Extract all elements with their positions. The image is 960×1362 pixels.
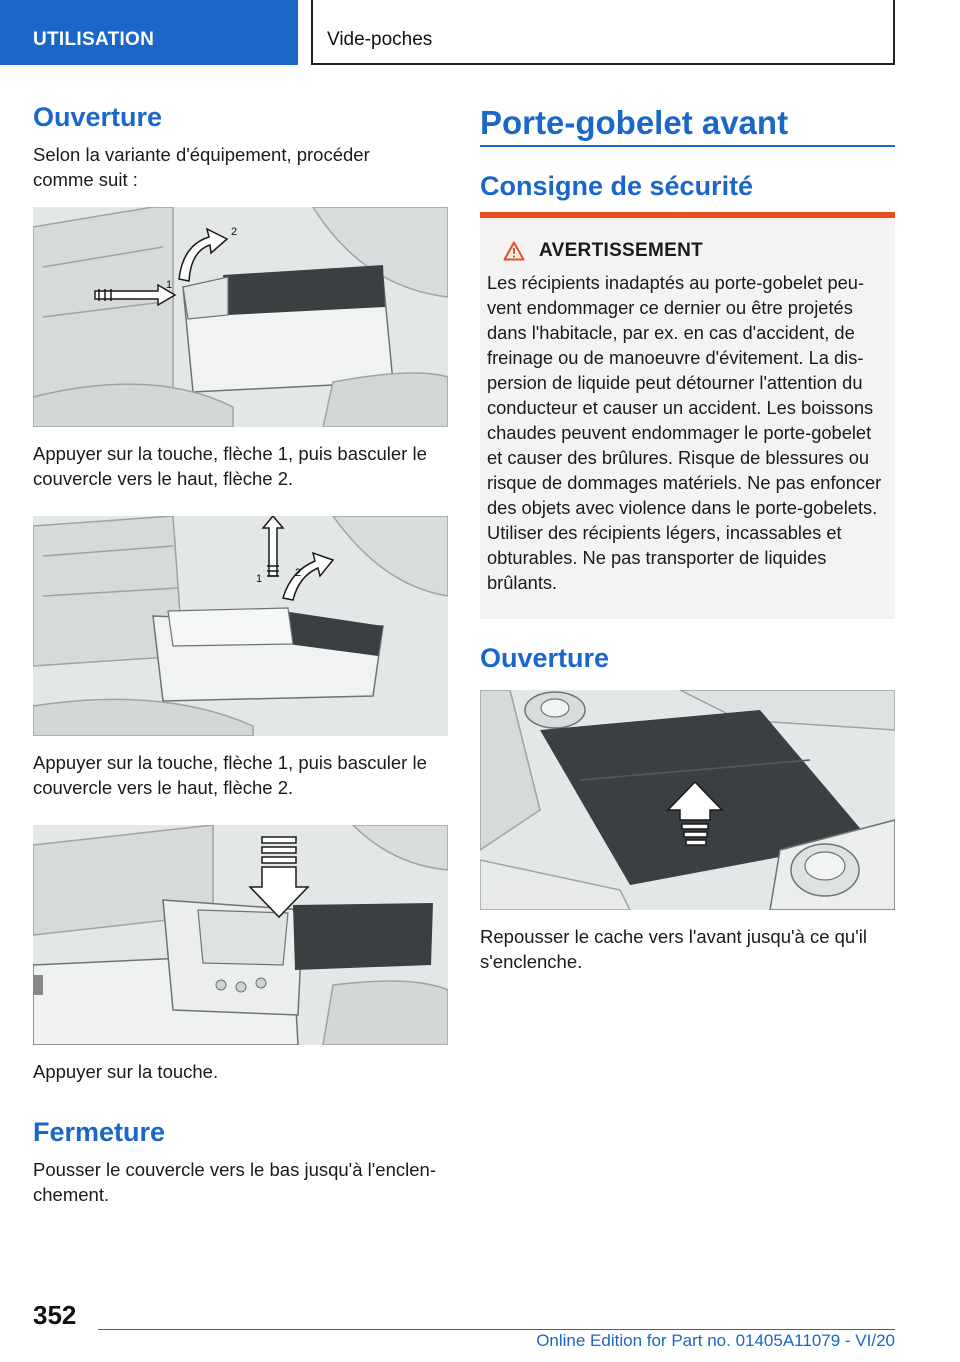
warning-header (503, 240, 888, 262)
section-tab (0, 0, 298, 65)
figure-armrest-open-1 (33, 207, 448, 427)
caption-3: Appuyer sur la touche. (33, 1061, 219, 1082)
heading-fermeture: Fermeture (33, 1117, 166, 1147)
figure-cupholder (480, 690, 895, 910)
caption-2: Appuyer sur la touche, flèche 1, puis basculer le couvercle vers le haut, flèche 2. (33, 752, 427, 798)
page-number: 352 (33, 1300, 77, 1330)
warning-text: Les récipients inadaptés au porte-gobelet peuvent endommager ce dernier ou être projetés dans l'habitacle, par ex. en cas d'accident, de freinage ou de manoeuvre d'évitement. La dispersion de liquide peut détourner l'attention du conducteur et causer un accident. Les boissons chaudes peuvent endommager le porte-gobelet et causer des brûlures. Risque de blessures ou risque de dommages matériels. Ne pas enfoncer des objets avec violence dans le porte-gobelets. Utiliser des récipients légers, incassables et obturables. Ne pas transporter de liquides brûlants. (487, 272, 882, 593)
caption-cupholder: Repousser le cache vers l'avant jusqu'à ce qu'il s'enclenche. (480, 926, 867, 972)
warning-triangle-icon (503, 241, 525, 261)
fig2-label-1: 1 (256, 573, 263, 585)
warning-box (480, 218, 895, 619)
fig2-label-2: 2 (295, 567, 302, 579)
heading-ouverture-right: Ouverture (480, 643, 610, 673)
section-label: UTILISATION (33, 29, 155, 50)
fig1-label-2: 2 (231, 226, 238, 238)
fig1-label-1: 1 (166, 279, 173, 291)
close-text: Pousser le couvercle vers le bas jusqu'à l'enclenchement. (33, 1159, 436, 1205)
heading-ouverture-left: Ouverture (33, 102, 163, 132)
footer-rule (98, 1329, 895, 1330)
footer-edition: Online Edition for Part no. 01405A11079 - VI/20 (536, 1331, 895, 1350)
chapter-label: Vide-poches (327, 29, 433, 50)
figure-armrest-button (33, 825, 448, 1045)
subtitle-safety: Consigne de sécurité (480, 171, 754, 201)
section-title: Porte-gobelet avant (480, 104, 789, 141)
warning-label: AVERTISSEMENT (539, 240, 704, 261)
chapter-header (311, 0, 895, 65)
intro-text: Selon la variante d'équipement, procéder comme suit : (33, 144, 370, 190)
figure-armrest-open-2 (33, 516, 448, 736)
caption-1: Appuyer sur la touche, flèche 1, puis basculer le couvercle vers le haut, flèche 2. (33, 443, 427, 489)
title-rule (480, 145, 895, 147)
